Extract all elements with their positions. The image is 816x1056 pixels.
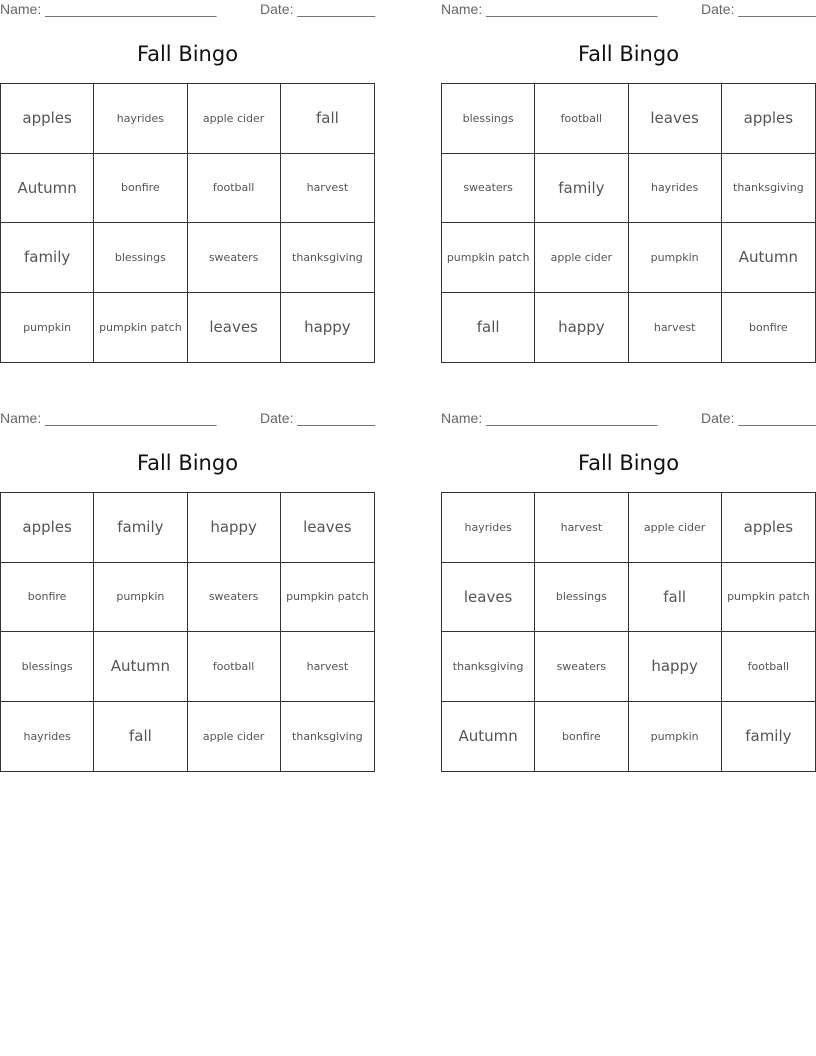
bingo-cell: blessings bbox=[94, 223, 187, 293]
bingo-card-2 bbox=[441, 0, 816, 372]
bingo-cell: family bbox=[1, 223, 94, 293]
bingo-cell: apples bbox=[1, 493, 94, 563]
bingo-cell: football bbox=[188, 154, 281, 224]
bingo-cell: happy bbox=[188, 493, 281, 563]
card-title: Fall Bingo bbox=[136, 451, 239, 475]
bingo-cell: Autumn bbox=[442, 702, 535, 772]
bingo-cell: pumpkin patch bbox=[94, 293, 187, 363]
bingo-cell: happy bbox=[535, 293, 628, 363]
bingo-cell: happy bbox=[629, 632, 722, 702]
bingo-cell: apple cider bbox=[188, 702, 281, 772]
bingo-cell: thanksgiving bbox=[442, 632, 535, 702]
bingo-cell: sweaters bbox=[442, 154, 535, 224]
date-field-line: Date: __________ bbox=[701, 1, 816, 17]
bingo-cell: pumpkin patch bbox=[281, 563, 374, 633]
bingo-cell: blessings bbox=[1, 632, 94, 702]
bingo-cell: blessings bbox=[442, 84, 535, 154]
bingo-grid bbox=[0, 492, 375, 772]
card-title: Fall Bingo bbox=[577, 42, 680, 66]
name-field-line: Name: ______________________ bbox=[441, 410, 658, 426]
bingo-cell: bonfire bbox=[749, 320, 788, 334]
bingo-card-3 bbox=[0, 409, 375, 781]
date-field-line: Date: __________ bbox=[701, 410, 816, 426]
bingo-cell: leaves bbox=[281, 493, 374, 563]
bingo-cell: Autumn bbox=[94, 632, 187, 702]
date-field-line: Date: __________ bbox=[260, 410, 376, 426]
bingo-card-1 bbox=[0, 0, 375, 372]
bingo-cell: football bbox=[188, 632, 281, 702]
bingo-cell: pumpkin bbox=[94, 563, 187, 633]
name-field-line: Name: ______________________ bbox=[0, 410, 217, 426]
bingo-grid bbox=[441, 492, 816, 772]
bingo-cell: harvest bbox=[535, 493, 628, 563]
bingo-cell: bonfire bbox=[1, 563, 94, 633]
card-title: Fall Bingo bbox=[136, 42, 239, 66]
bingo-cell: family bbox=[94, 493, 187, 563]
bingo-cell: apple cider bbox=[188, 84, 281, 154]
bingo-cell: hayrides bbox=[94, 84, 187, 154]
bingo-cell: Autumn bbox=[1, 154, 94, 224]
bingo-cell: apples bbox=[722, 84, 815, 154]
bingo-cell: sweaters bbox=[535, 632, 628, 702]
name-field-line: Name: ______________________ bbox=[0, 1, 217, 17]
bingo-cell: harvest bbox=[629, 293, 722, 363]
bingo-cell: football bbox=[535, 84, 628, 154]
bingo-cell: bonfire bbox=[535, 702, 628, 772]
bingo-cell: leaves bbox=[188, 293, 281, 363]
bingo-cell: fall bbox=[442, 293, 535, 363]
bingo-grid bbox=[0, 83, 375, 363]
bingo-cell: pumpkin bbox=[629, 223, 722, 293]
bingo-grid bbox=[441, 83, 816, 363]
bingo-cell: Autumn bbox=[722, 223, 815, 293]
bingo-cell: sweaters bbox=[188, 563, 281, 633]
bingo-cell: sweaters bbox=[188, 223, 281, 293]
bingo-cell: football bbox=[722, 632, 815, 702]
card-title: Fall Bingo bbox=[577, 451, 680, 475]
bingo-cell: leaves bbox=[629, 84, 722, 154]
bingo-cell: fall bbox=[94, 702, 187, 772]
bingo-cell: pumpkin bbox=[1, 293, 94, 363]
bingo-cell: pumpkin patch bbox=[722, 563, 815, 633]
date-field-line: Date: __________ bbox=[260, 1, 376, 17]
bingo-cell: apples bbox=[1, 84, 94, 154]
bingo-cell: hayrides bbox=[629, 154, 722, 224]
bingo-cell: bonfire bbox=[94, 154, 187, 224]
bingo-cell: harvest bbox=[281, 632, 374, 702]
bingo-cell: apple cider bbox=[535, 223, 628, 293]
bingo-cell: fall bbox=[629, 563, 722, 633]
bingo-card-4 bbox=[441, 409, 816, 781]
bingo-cell: blessings bbox=[535, 563, 628, 633]
bingo-cell: harvest bbox=[281, 154, 374, 224]
bingo-cell: fall bbox=[281, 84, 374, 154]
bingo-cell: thanksgiving bbox=[281, 223, 374, 293]
bingo-cell: leaves bbox=[442, 563, 535, 633]
name-field-line: Name: ______________________ bbox=[441, 1, 658, 17]
bingo-cell: apples bbox=[722, 493, 815, 563]
bingo-cell: hayrides bbox=[1, 702, 94, 772]
bingo-cell: family bbox=[745, 727, 792, 746]
bingo-cell: happy bbox=[304, 318, 351, 337]
bingo-cell: apple cider bbox=[629, 493, 722, 563]
bingo-cell: family bbox=[535, 154, 628, 224]
bingo-cell: pumpkin bbox=[629, 702, 722, 772]
bingo-cell: thanksgiving bbox=[292, 729, 363, 743]
bingo-cell: hayrides bbox=[442, 493, 535, 563]
bingo-cell: thanksgiving bbox=[722, 154, 815, 224]
bingo-cell: pumpkin patch bbox=[442, 223, 535, 293]
